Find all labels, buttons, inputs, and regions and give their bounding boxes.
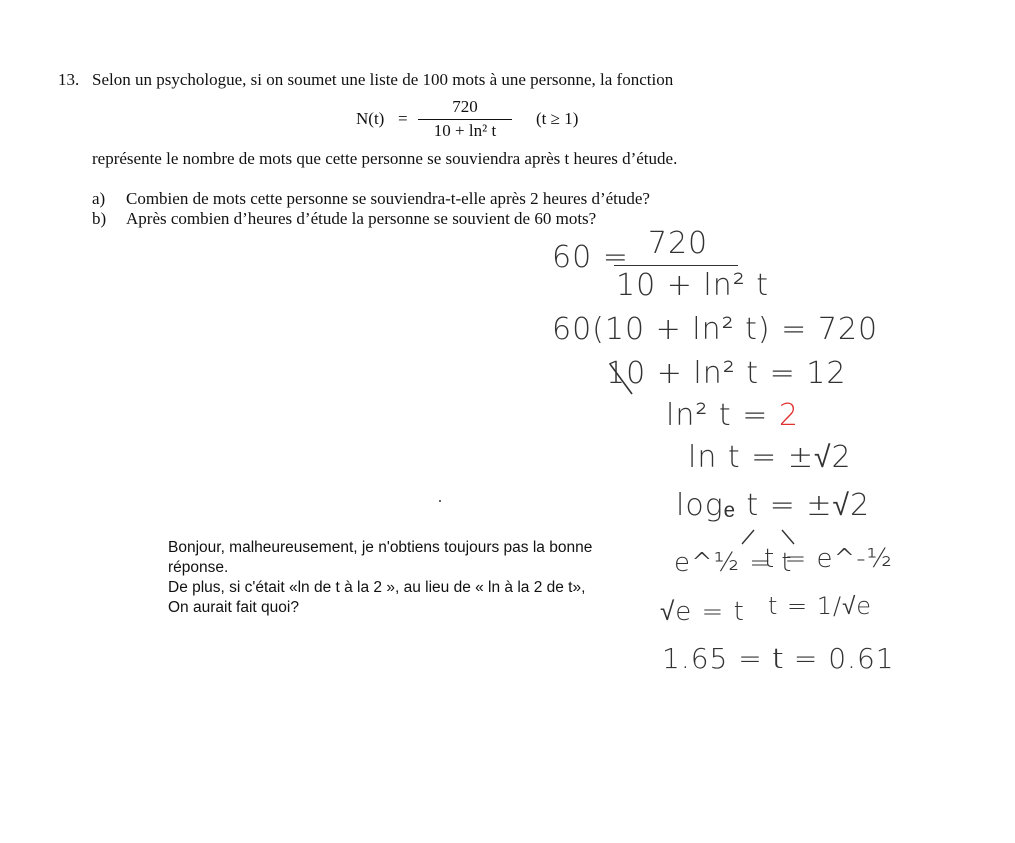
question-a [92,189,650,209]
formula-condition: (t ≥ 1) [536,109,579,128]
comment-line: Bonjour, malheureusement, je n'obtiens toujours pas la bonne [168,539,593,556]
hw-line1-lhs: 60 = [552,240,629,275]
hw-line2: 60(10 + ln² t) = 720 [552,312,879,347]
question-letter: b) [92,209,107,228]
problem-description: représente le nombre de mots que cette personne se souviendra après t heures d’étude. [92,149,678,168]
hw-line4 [666,398,799,433]
hw-line8-left: √e = t [660,597,745,627]
formula [356,97,596,145]
formula-numerator: 720 [452,97,478,116]
problem-number: 13. [58,70,80,89]
hw-line7-right: t = e^-½ [764,544,893,574]
hw-line4-rhs: 2 [778,398,799,433]
comment-line: réponse. [168,559,229,576]
comment-line: On aurait fait quoi? [168,599,299,616]
comment-line: De plus, si c'était «ln de t à la 2 », au lieu de « ln à la 2 de t», [168,579,586,596]
problem-intro: Selon un psychologue, si on soumet une liste de 100 mots à une personne, la fonction [92,70,674,89]
strike-mark [606,358,636,398]
formula-equals: = [398,109,408,128]
formula-denominator: 10 + ln² t [433,121,497,140]
hw-line9-left: 1.65 = t [662,642,785,675]
hw-line8-right: t = 1/√e [768,592,873,620]
fraction-bar [418,119,512,120]
question-text: Après combien d’heures d’étude la personne se souvient de 60 mots? [126,209,597,228]
question-text: Combien de mots cette personne se souviendra-t-elle après 2 heures d’étude? [126,189,650,208]
hw-line1-numerator: 720 [647,226,709,261]
hw-fraction-bar [614,265,738,266]
stray-dot [439,500,441,502]
hw-line6: logₑ t = ±√2 [676,488,871,523]
formula-fraction [418,97,512,141]
hw-line7-left: e^½ = t [674,548,793,578]
question-letter: a) [92,189,106,208]
hw-line9-right: t = 0.61 [772,642,895,675]
student-comment [168,538,668,618]
hw-line4-lhs: ln² t = [666,398,769,433]
formula-lhs: N(t) [356,109,385,128]
hw-line1-denominator: 10 + ln² t [616,268,770,303]
hw-line3: 10 + ln² t = 12 [606,356,847,391]
question-b [92,209,596,229]
hw-line5: ln t = ±√2 [688,440,852,475]
